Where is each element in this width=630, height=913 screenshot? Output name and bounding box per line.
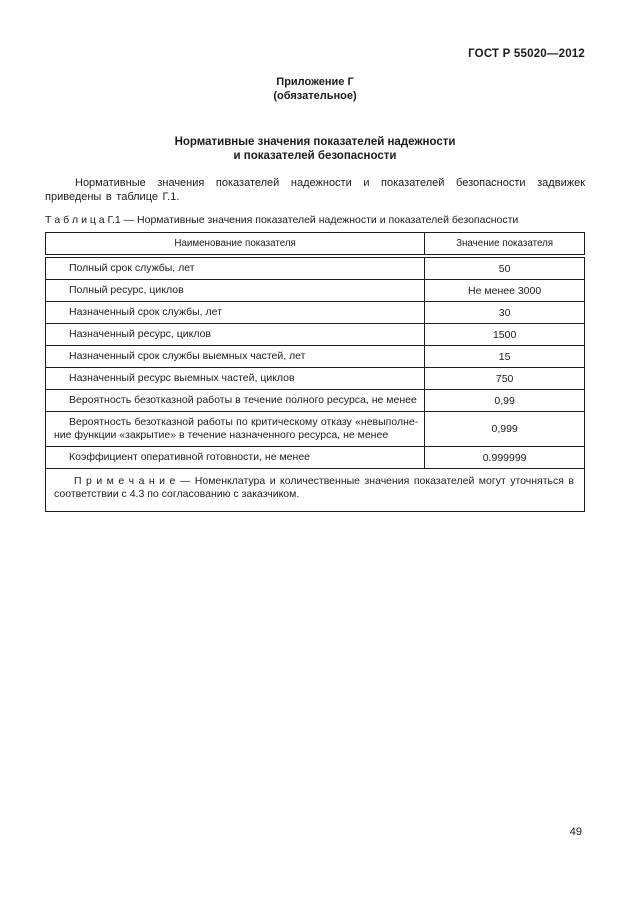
indicator-value-cell: Не менее 3000 [425,280,585,302]
section-title-line1: Нормативные значения показателей надежности [174,136,456,148]
indicator-value-cell: 750 [425,368,585,390]
section-title [0,135,630,163]
indicator-value-cell: 1500 [425,324,585,346]
column-header-indicator-name: Наименование показателя [46,233,425,257]
indicator-name-cell: Назначенный срок службы, лет [46,302,425,324]
indicator-value-cell: 0,999 [425,412,585,447]
table-row [46,346,585,368]
section-title-line2: и показателей безопасности [233,150,397,162]
intro-paragraph: Нормативные значения показателей надежности и показателей безопасности задвижек приведены в таблице Г.1. [45,177,585,203]
table-header [46,233,585,257]
table-caption: Т а б л и ц а Г.1 — Нормативные значения показателей надежности и показателей безопасности [45,214,519,226]
indicator-name-cell: Назначенный ресурс выемных частей, циклов [46,368,425,390]
indicator-name-cell: Полный ресурс, циклов [46,280,425,302]
appendix-label: Приложение Г [276,76,354,88]
appendix-heading [0,76,630,103]
indicator-name-cell: Назначенный ресурс, циклов [46,324,425,346]
note-row [46,469,585,512]
document-reference: ГОСТ Р 55020—2012 [468,48,585,60]
table-row [46,390,585,412]
appendix-type: (обязательное) [273,89,357,102]
indicator-name-cell: Полный срок службы, лет [46,256,425,280]
indicator-name-cell: Вероятность безотказной работы по критическому отказу «невыполнение функции «закрытие» в течение назначенного ресурса, не менее [46,412,425,447]
indicator-name-cell: Коэффициент оперативной готовности, не менее [46,447,425,469]
table-row [46,302,585,324]
indicator-value-cell: 0.999999 [425,447,585,469]
indicator-value-cell: 50 [425,256,585,280]
indicator-value-cell: 30 [425,302,585,324]
indicator-name-cell: Назначенный срок службы выемных частей, лет [46,346,425,368]
table-note: П р и м е ч а н и е — Номенклатура и количественные значения показателей могут уточняться в соответствии с 4.3 по согласованию с заказчиком. [46,469,585,512]
table-body [46,256,585,469]
indicator-name-cell: Вероятность безотказной работы в течение полного ресурса, не менее [46,390,425,412]
indicator-value-cell: 0,99 [425,390,585,412]
table-row [46,368,585,390]
table-row [46,280,585,302]
column-header-indicator-value: Значение показателя [425,233,585,257]
indicators-table [45,232,585,512]
table-row [46,256,585,280]
table-row [46,324,585,346]
table-row [46,447,585,469]
table-row [46,412,585,447]
table-note-section [46,469,585,512]
indicator-value-cell: 15 [425,346,585,368]
page-number: 49 [569,826,582,838]
